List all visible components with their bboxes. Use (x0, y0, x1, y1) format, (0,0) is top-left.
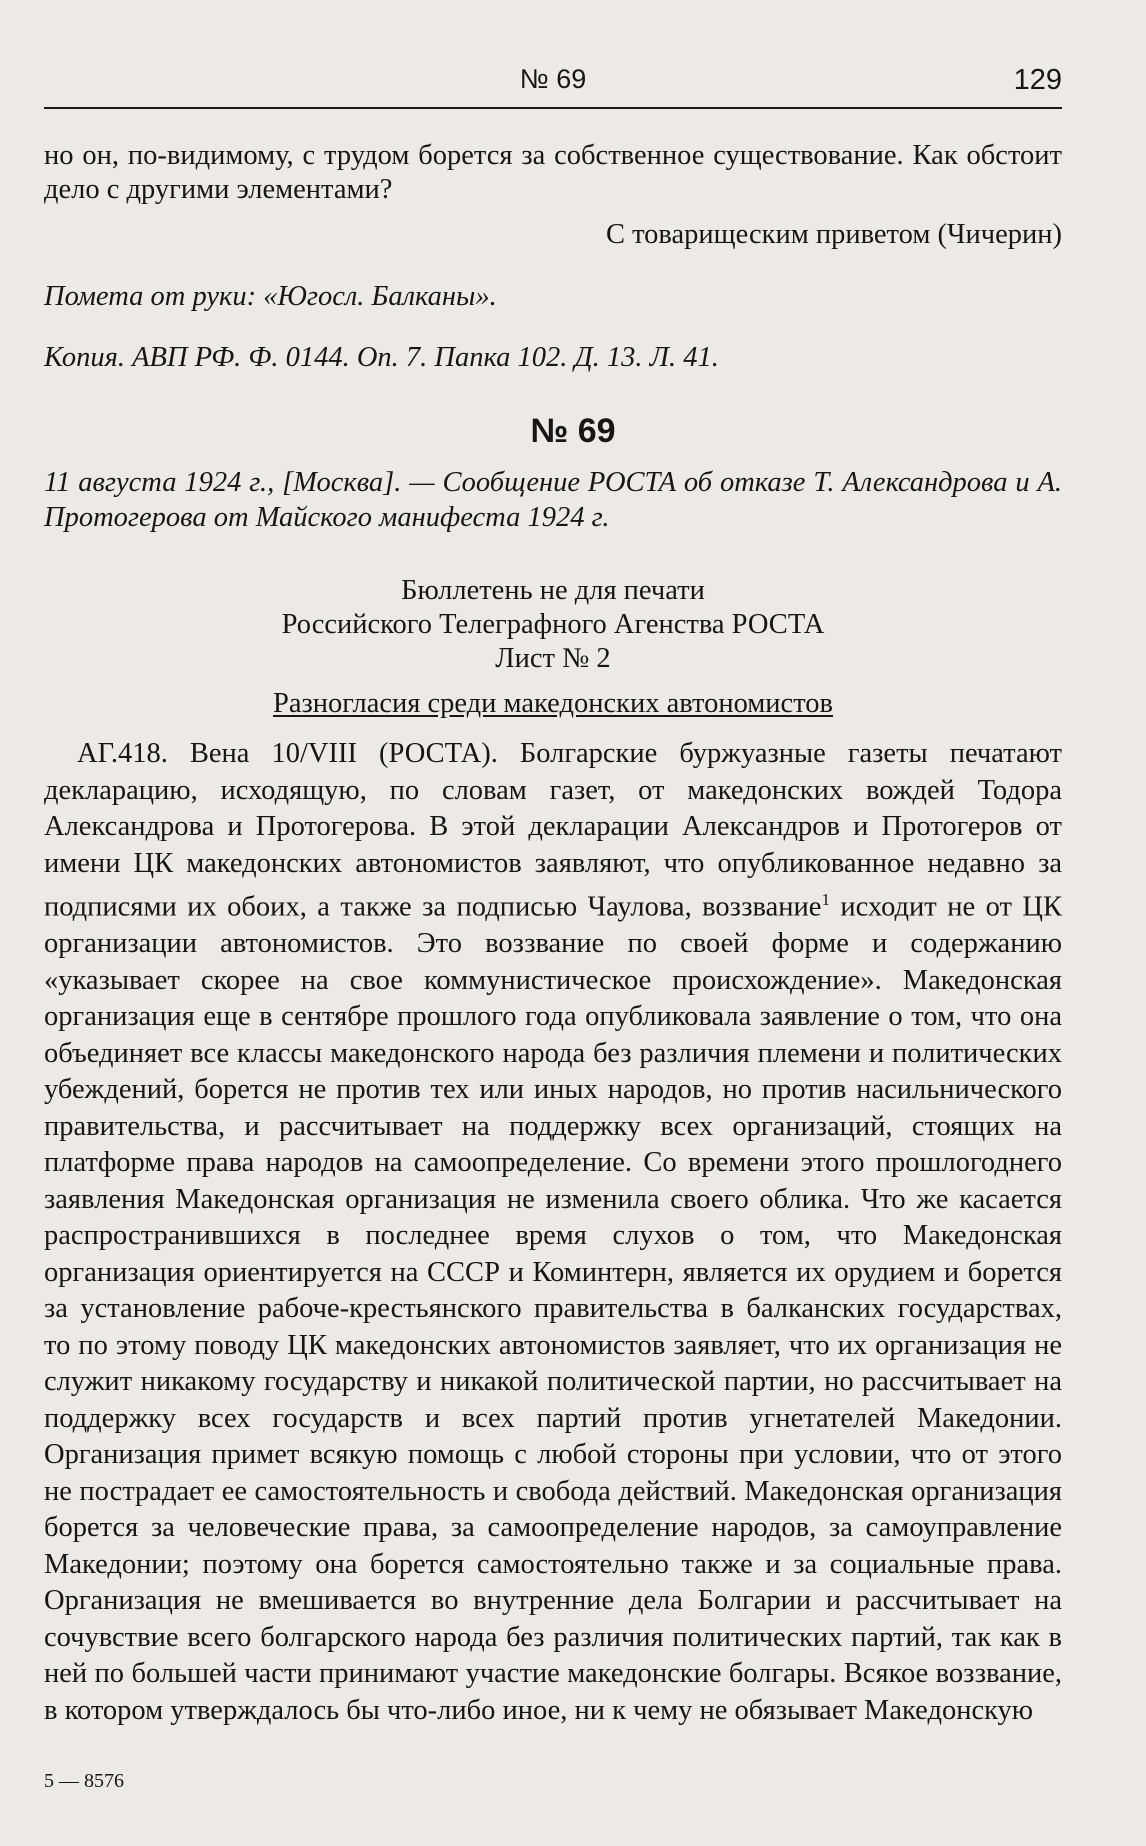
prev-doc-paragraph: но он, по-видимому, с трудом борется за собственное существование. Как обстоит дело с другими элементами? (44, 140, 1062, 205)
page-number: 129 (1013, 64, 1062, 96)
bulletin-line-1: Бюллетень не для печати (401, 575, 705, 606)
header-rule (44, 107, 1062, 109)
body-paragraph (44, 736, 1062, 1729)
handwritten-note: Помета от руки: «Югосл. Балканы». (44, 281, 497, 312)
header-doc-number: № 69 (519, 64, 587, 94)
running-header (44, 64, 1062, 108)
prev-doc-text (44, 139, 1062, 206)
bulletin-body (44, 736, 1062, 1729)
footnote-marker: 1 (821, 890, 830, 909)
bulletin-subtitle (44, 687, 1062, 721)
signature: С товарищеским приветом (Чичерин) (605, 219, 1062, 250)
document-heading: 11 августа 1924 г., [Москва]. — Сообщение РОСТА об отказе Т. Александрова и А. Протогерова от Майского манифеста 1924 г. (44, 467, 1062, 533)
printer-signature-mark: 5 — 8576 (44, 1770, 124, 1792)
body-text-part2: исходит не от ЦК организации автономистов. Это воззвание по своей форме и содержанию «указывает скорее на свое коммунистическое происхождение». Македонская организация еще в сентябре прошлого года опубликовала заявление о том, что она объединяет все классы македонского народа без различия племени и политических убеждений, борется не против тех или иных народов, но против насильнического правительства, и рассчитывает на поддержку всех организаций, стоящих на платформе права народов на самоопределение. Со времени этого прошлогоднего заявления Македонская организация не изменила своего облика. Что же касается распространившихся в последнее время слухов о том, что Македонская организация ориентируется на СССР и Коминтерн, является их орудием и борется за установление рабоче-крестьянского правительства в балканских государствах, то по этому поводу ЦК македонских автономистов заявляет, что их организация не служит никакому государству и никакой политической партии, но рассчитывает на поддержку всех государств и всех партий против угнетателей Македонии. Организация примет всякую помощь с любой стороны при условии, что от этого не пострадает ее самостоятельность и свобода действий. Македонская организация борется за человеческие права, за самоопределение народов, за самоуправление Македонии; поэтому она борется самостоятельно также и за социальные права. Организация не вмешивается во внутренние дела Болгарии и рассчитывает на сочувствие всего болгарского народа без различия политических партий, так как в ней по большей части принимают участие македонские болгары. Всякое воззвание, в котором утверждалось бы что-либо иное, ни к чему не обязывает Македонскую (44, 891, 1062, 1726)
archive-reference: Копия. АВП РФ. Ф. 0144. Оп. 7. Папка 102. Д. 13. Л. 41. (44, 342, 719, 373)
document-number: № 69 (530, 412, 616, 450)
bulletin-line-2: Российского Телеграфного Агенства РОСТА (281, 609, 825, 640)
sheet-number: Лист № 2 (495, 643, 611, 674)
body-text-part1: АГ.418. Вена 10/VIII (РОСТА). Болгарские буржуазные газеты печатают декларацию, исходящую, по словам газет, от македонских вождей Тодора Александрова и Протогерова. В этой декларации Александров и Протогеров от имени ЦК македонских автономистов заявляют, что опубликованное недавно за подписями их обоих, а также за подписью Чаулова, воззвание (44, 738, 1062, 923)
subtitle-text: Разногласия среди македонских автономистов (273, 688, 833, 719)
